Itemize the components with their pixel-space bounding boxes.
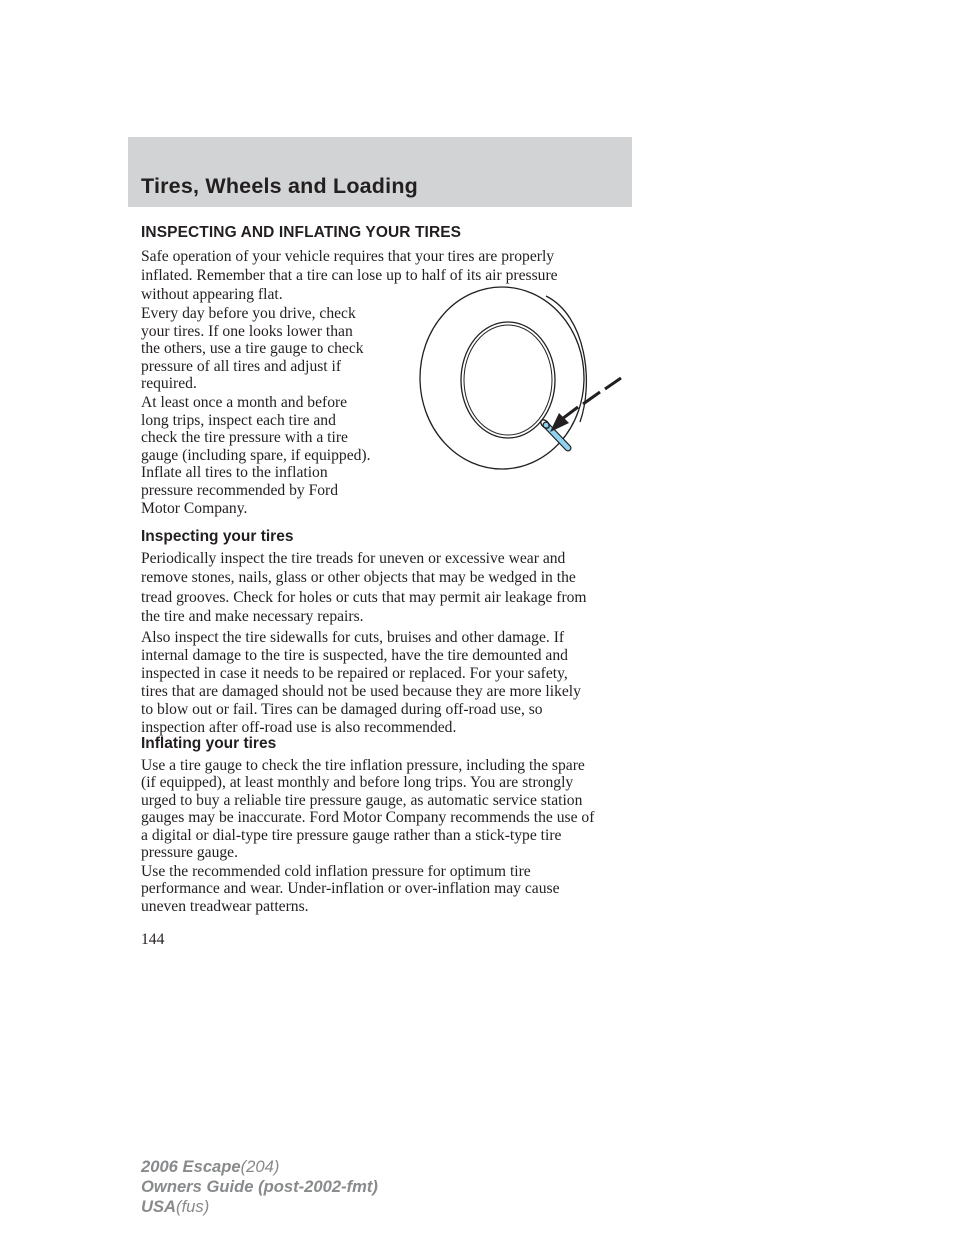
footer-market-code: (fus) [176, 1197, 210, 1216]
text-line: the others, use a tire gauge to check [141, 340, 364, 358]
text-line: (if equipped), at least monthly and before long trips. You are strongly [141, 774, 574, 792]
text-line: remove stones, nails, glass or other objects that may be wedged in the [141, 569, 576, 587]
footer-guide: Owners Guide (post-2002-fmt) [141, 1177, 378, 1196]
text-line: long trips, inspect each tire and [141, 411, 336, 429]
text-line: Inflate all tires to the inflation [141, 464, 328, 482]
monthly-check-paragraph [141, 394, 399, 517]
section-title: Tires, Wheels and Loading [141, 174, 418, 198]
text-line: a digital or dial-type tire pressure gauge rather than a stick-type tire [141, 826, 562, 844]
footer-model: 2006 Escape [141, 1157, 241, 1176]
footer-line [141, 1157, 378, 1177]
text-line: Use the recommended cold inflation pressure for optimum tire [141, 863, 531, 880]
arrow-icon [550, 378, 621, 432]
text-line: inspected in case it needs to be repaired or replaced. For your safety, [141, 665, 568, 682]
text-line: tires that are damaged should not be used because they are more likely [141, 683, 581, 700]
text-line: check the tire pressure with a tire [141, 429, 348, 447]
text-line: Use a tire gauge to check the tire inflation pressure, including the spare [141, 757, 585, 774]
inspecting-paragraph-2 [141, 629, 633, 737]
inflating-paragraph-2 [141, 863, 633, 915]
text-line: pressure gauge. [141, 844, 238, 862]
text-line: to blow out or fail. Tires can be damaged during off-road use, so [141, 701, 543, 718]
footer-line [141, 1197, 378, 1217]
text-line: Motor Company. [141, 499, 248, 517]
main-heading: INSPECTING AND INFLATING YOUR TIRES [141, 224, 462, 241]
text-line: performance and wear. Under-inflation or over-inflation may cause [141, 880, 560, 898]
page-number: 144 [141, 931, 165, 948]
text-line: urged to buy a reliable tire pressure gauge, as automatic service station [141, 791, 583, 809]
text-line: gauge (including spare, if equipped). [141, 446, 371, 464]
text-line: pressure of all tires and adjust if [141, 357, 342, 375]
inflating-paragraph-1 [141, 757, 633, 861]
text-line: Periodically inspect the tire treads for uneven or excessive wear and [141, 550, 566, 567]
footer-model-code: (204) [240, 1157, 280, 1176]
tire-valve-stem-illustration [418, 282, 626, 472]
text-line: inflated. Remember that a tire can lose up to half of its air pressure [141, 267, 558, 285]
text-line: inspection after off-road use is also recommended. [141, 719, 457, 736]
inflating-heading: Inflating your tires [141, 735, 277, 752]
footer-market: USA [141, 1197, 177, 1216]
text-line: pressure recommended by Ford [141, 481, 339, 499]
text-line: Safe operation of your vehicle requires that your tires are properly [141, 248, 555, 265]
inspecting-paragraph-1 [141, 549, 633, 627]
inspecting-heading: Inspecting your tires [141, 528, 294, 545]
text-line: Every day before you drive, check [141, 305, 356, 322]
daily-check-paragraph [141, 305, 399, 393]
text-line: internal damage to the tire is suspected, have the tire demounted and [141, 647, 568, 664]
text-line: the tire and make necessary repairs. [141, 608, 364, 626]
text-line: Also inspect the tire sidewalls for cuts, bruises and other damage. If [141, 629, 565, 646]
text-line: your tires. If one looks lower than [141, 322, 353, 340]
text-line: required. [141, 375, 197, 393]
text-line: without appearing flat. [141, 286, 283, 304]
text-line: At least once a month and before [141, 394, 348, 411]
text-line: gauges may be inaccurate. Ford Motor Company recommends the use of [141, 809, 595, 827]
footer-line [141, 1177, 378, 1197]
text-line: uneven treadwear patterns. [141, 897, 309, 915]
document-footer [141, 1157, 378, 1217]
text-line: tread grooves. Check for holes or cuts that may permit air leakage from [141, 588, 587, 606]
